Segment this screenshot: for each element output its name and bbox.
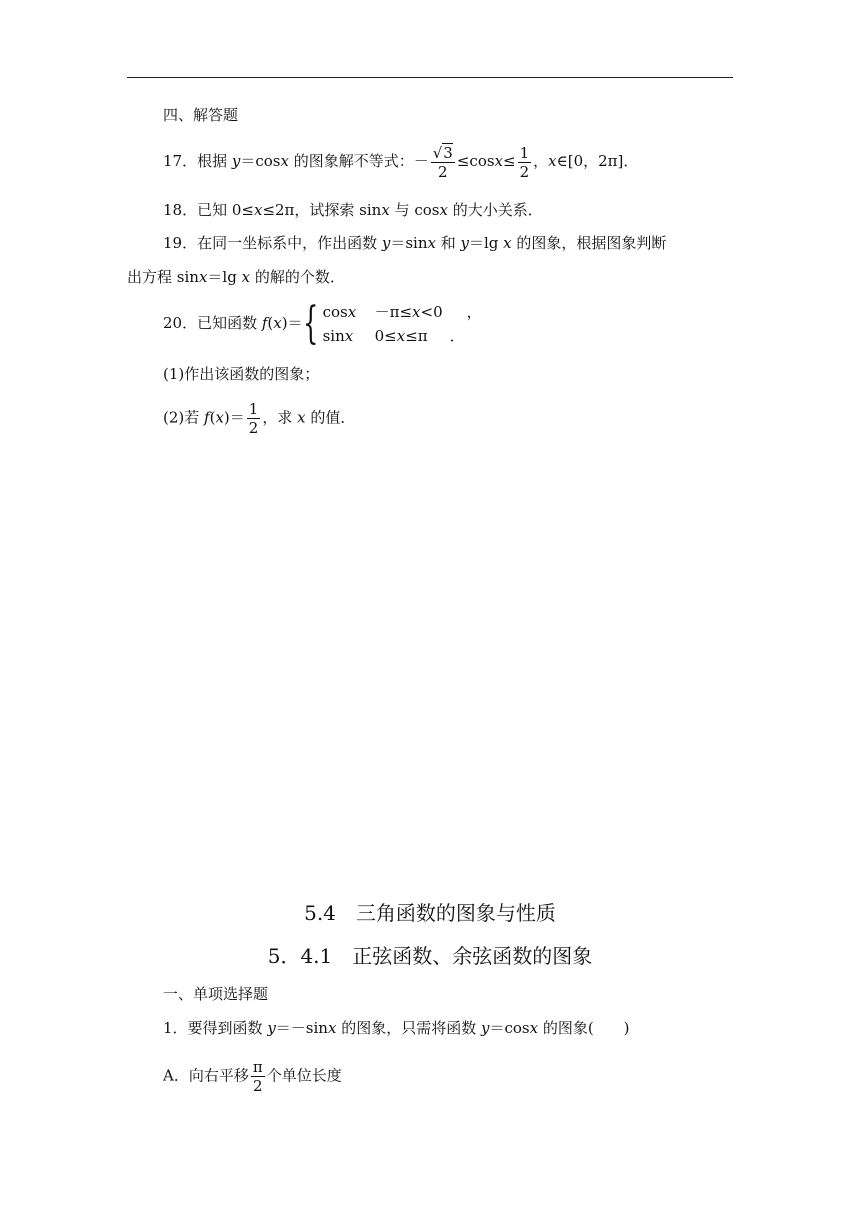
section-heading-answers: 四、解答题 [163, 106, 239, 124]
chapter-heading-5-4: 5.4 三角函数的图象与性质 [304, 901, 556, 925]
question-20-part1: (1)作出该函数的图象； [163, 365, 320, 383]
fraction-pi-over-2: $\frac{\pi}{2}$ [252, 1058, 263, 1095]
section-heading-5-4-1: 5．4.1 正弦函数、余弦函数的图象 [267, 944, 593, 968]
header-rule [127, 77, 733, 78]
fraction-sqrt3-over-2: $\frac{√3}{2}$ [432, 144, 453, 181]
question-19-line1: 19．在同一坐标系中，作出函数 y＝sinx 和 y＝lg x 的图象，根据图象判断 [163, 234, 667, 252]
fraction-1-over-2: $\frac{1}{2}$ [519, 143, 530, 181]
question-18: 18．已知 0≤x≤2π，试探索 sinx 与 cosx 的大小关系． [163, 201, 543, 219]
case-row-1: cosx －π≤x<0 ， [322, 303, 482, 321]
question-19-line2: 出方程 sinx＝lg x 的解的个数． [127, 268, 345, 286]
question-17: 17．根据 y＝cosx 的图象解不等式：－ $\frac{√3}{2}$ ≤cosx≤ $\frac{1}{2}$ ，x∈[0，2π]． [163, 143, 639, 181]
question-1: 1．要得到函数 y＝－sinx 的图象，只需将函数 y＝cosx 的图象( ) [163, 1019, 630, 1037]
section-heading-single-choice: 一、单项选择题 [163, 985, 269, 1003]
case-row-2: sinx 0≤x≤π ． [322, 327, 465, 345]
fraction-1-over-2: $\frac{1}{2}$ [248, 400, 259, 437]
question-20-part2: (2)若 f(x)＝ $\frac{1}{2}$ ，求 x 的值． [163, 400, 356, 437]
question-20: 20．已知函数 f(x)＝{ cosx －π≤x<0 ， sinx 0≤x≤π ． [163, 298, 482, 349]
option-a: A．向右平移 $\frac{\pi}{2}$ 个单位长度 [163, 1058, 342, 1095]
left-brace: { [302, 298, 319, 349]
piecewise-cases [323, 300, 482, 348]
